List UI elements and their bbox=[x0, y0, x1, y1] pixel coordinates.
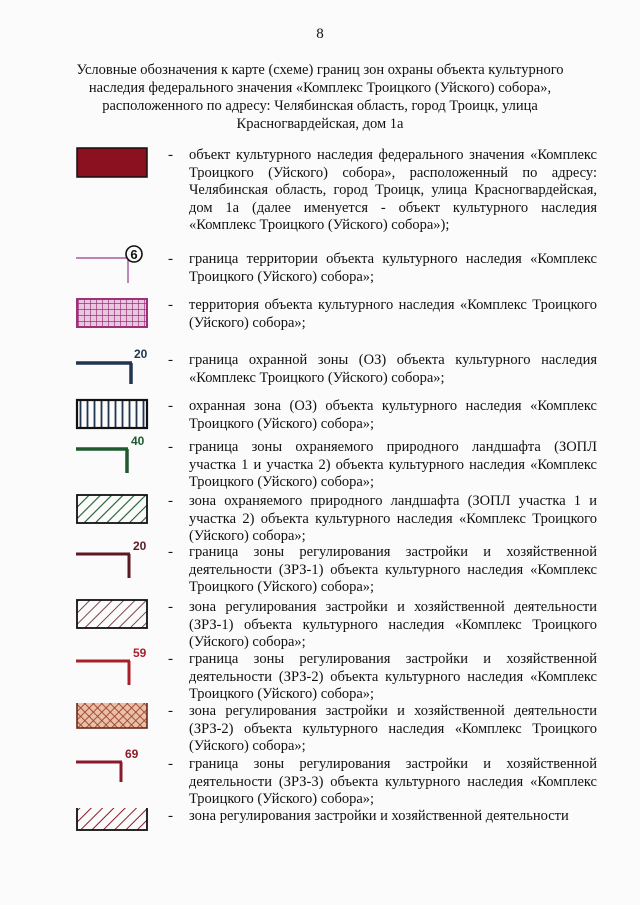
diagonal-hatch-green-icon bbox=[0, 493, 150, 533]
legend-dash: - bbox=[168, 599, 173, 615]
diagonal-hatch-red-icon bbox=[0, 808, 150, 848]
boundary-zopl-label: 40 bbox=[131, 434, 145, 448]
diagonal-hatch-brown-icon bbox=[0, 599, 150, 639]
legend-description: граница зоны охраняемого природного ландшафта (ЗОПЛ участка 1 и участка 2) объекта культурного наследия «Комплекс Троицкого (Уйского) собора»; bbox=[189, 439, 597, 490]
legend-description: зона регулирования застройки и хозяйственной деятельности (ЗРЗ-2) объекта культурного наследия «Комплекс Троицкого (Уйского) собора»; bbox=[189, 703, 597, 754]
boundary-territory-icon bbox=[0, 243, 160, 293]
legend-description: граница зоны регулирования застройки и хозяйственной деятельности (ЗРЗ-3) объекта культурного наследия «Комплекс Троицкого (Уйского) собора»; bbox=[189, 756, 597, 807]
boundary-zrz2-label: 59 bbox=[133, 646, 147, 660]
legend-dash: - bbox=[168, 808, 173, 824]
boundary-zrz3-label: 69 bbox=[125, 747, 139, 761]
vertical-hatch-icon bbox=[0, 398, 150, 438]
legend-dash: - bbox=[168, 544, 173, 560]
legend-description: граница территории объекта культурного наследия «Комплекс Троицкого (Уйского) собора»; bbox=[189, 251, 597, 285]
legend-description: граница зоны регулирования застройки и хозяйственной деятельности (ЗРЗ-1) объекта культурного наследия «Комплекс Троицкого (Уйского) собора»; bbox=[189, 544, 597, 595]
grid-fill-icon bbox=[0, 297, 150, 337]
boundary-marker-label: 6 bbox=[130, 247, 138, 262]
legend-dash: - bbox=[168, 439, 173, 455]
legend-dash: - bbox=[168, 297, 173, 313]
legend-description: граница зоны регулирования застройки и хозяйственной деятельности (ЗРЗ-2) объекта культурного наследия «Комплекс Троицкого (Уйского) собора»; bbox=[189, 651, 597, 702]
legend-description: граница охранной зоны (ОЗ) объекта культурного наследия «Комплекс Троицкого (Уйского) собора»; bbox=[189, 352, 597, 386]
boundary-oz-icon bbox=[0, 346, 160, 391]
boundary-zrz1-label: 20 bbox=[133, 539, 147, 553]
boundary-oz-label: 20 bbox=[134, 347, 148, 361]
legend-title: Условные обозначения к карте (схеме) границ зон охраны объекта культурного наследия федерального значения «Комплекс Троицкого (Уйского) собора», расположенного по адресу: Челябинская область, город Троицк, улица Красногвардейская, дом 1а bbox=[76, 62, 564, 132]
legend-description: зона регулирования застройки и хозяйственной деятельности bbox=[189, 808, 569, 824]
legend-dash: - bbox=[168, 352, 173, 368]
legend-dash: - bbox=[168, 703, 173, 719]
boundary-zrz1-icon bbox=[0, 538, 160, 583]
legend-description: объект культурного наследия федерального значения «Комплекс Троицкого (Уйского) собора», расположенный по адресу: Челябинская область, город Троицк, улица Красногвардейская, дом 1а (далее именуется - объект культурного наследия «Комплекс Троицкого (Уйского) собора»); bbox=[189, 147, 597, 233]
legend-dash: - bbox=[168, 756, 173, 772]
legend-description: зона охраняемого природного ландшафта (ЗОПЛ участка 1 и участка 2) объекта культурного наследия «Комплекс Троицкого (Уйского) собора»; bbox=[189, 493, 597, 544]
boundary-zopl-icon bbox=[0, 433, 160, 478]
legend-dash: - bbox=[168, 251, 173, 267]
boundary-zrz2-icon bbox=[0, 645, 160, 690]
boundary-zrz3-icon bbox=[0, 746, 160, 791]
page-number: 8 bbox=[316, 26, 324, 42]
legend-dash: - bbox=[168, 651, 173, 667]
legend-dash: - bbox=[168, 147, 173, 163]
legend-dash: - bbox=[168, 398, 173, 414]
legend-description: охранная зона (ОЗ) объекта культурного наследия «Комплекс Троицкого (Уйского) собора»; bbox=[189, 398, 597, 432]
crosshatch-icon bbox=[0, 703, 150, 743]
legend-dash: - bbox=[168, 493, 173, 509]
solid-fill-icon bbox=[0, 147, 150, 187]
legend-description: территория объекта культурного наследия «Комплекс Троицкого (Уйского) собора»; bbox=[189, 297, 597, 331]
legend-description: зона регулирования застройки и хозяйственной деятельности (ЗРЗ-1) объекта культурного наследия «Комплекс Троицкого (Уйского) собора»; bbox=[189, 599, 597, 650]
